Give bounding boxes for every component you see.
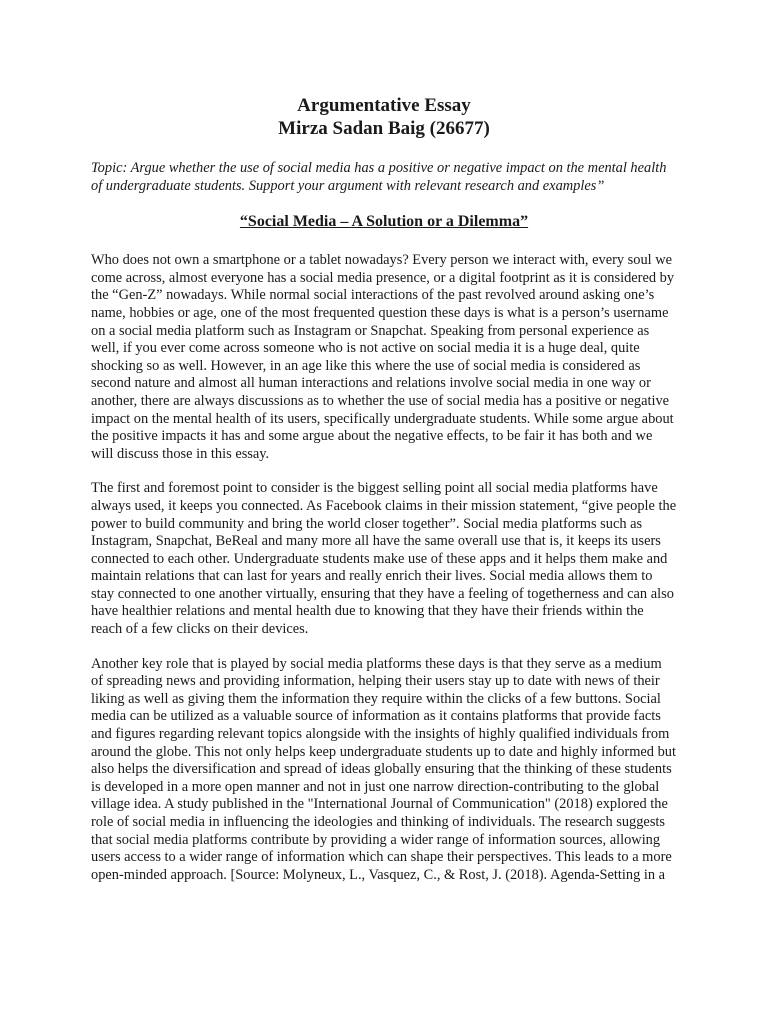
essay-title: “Social Media – A Solution or a Dilemma”	[239, 213, 529, 231]
topic-statement: Topic: Argue whether the use of social media has a positive or negative impact on the mental health of undergraduate students. Support your argument with relevant research and examples”	[91, 160, 667, 194]
paragraph-2: The first and foremost point to consider is the biggest selling point all social media platforms have always used, it keeps you connected. As Facebook claims in their mission statement, “give people the power to build community and bring the world closer together”. Social media platforms such as Instagram, Snapchat, BeReal and many more all have the same overall use that is, it keeps its users connected to each other. Undergraduate students make use of these apps and it helps them make and maintain relations that can last for years and really enrich their lives. Social media allows them to stay connected to one another virtually, ensuring that they have a feeling of togetherness and can also have healthier relations and mental health due to knowing that they have their friends within the reach of a few clicks on their devices.	[91, 480, 677, 638]
title-line-1: Argumentative Essay	[297, 95, 471, 116]
paragraph-3: Another key role that is played by social media platforms these days is that they serve as a medium of spreading news and providing information, helping their users stay up to date with news of their liking as well as giving them the information they require within the clicks of a few buttons. Social media can be utilized as a valuable source of information as it contains platforms that provide facts and figures regarding relevant topics alongside with the insights of highly qualified individuals from around the globe. This not only helps keep undergraduate students up to date and highly informed but also helps the diversification and spread of ideas globally ensuring that the thinking of these students is developed in a more open manner and not in just one narrow direction-contributing to the global village idea. A study published in the "International Journal of Communication" (2018) explored the role of social media in influencing the ideologies and thinking of individuals. The research suggests that social media platforms contribute by providing a wider range of information sources, allowing users access to a wider range of information which can shape their perspectives. This leads to a more open-minded approach. [Source: Molyneux, L., Vasquez, C., & Rost, J. (2018). Agenda-Setting in a	[91, 655, 676, 883]
document-title	[91, 94, 677, 140]
title-line-2: Mirza Sadan Baig (26677)	[278, 118, 490, 139]
document-page	[91, 94, 677, 884]
paragraph-1: Who does not own a smartphone or a tablet nowadays? Every person we interact with, every soul we come across, almost everyone has a social media presence, or a digital footprint as it is considered by the “Gen-Z” nowadays. While normal social interactions of the past revolved around asking one’s name, hobbies or age, one of the most frequented question these days is what is a person’s username on a social media platform such as Instagram or Snapchat. Speaking from personal experience as well, if you ever come across someone who is not active on social media it is a huge deal, quite shocking so as well. However, in an age like this where the use of social media is considered as second nature and almost all human interactions and relations involve social media in one way or another, there are always discussions as to whether the use of social media has a positive or negative impact on the mental health of its users, specifically undergraduate students. While some argue about the positive impacts it has and some argue about the negative effects, to be fair it has both and we will discuss those in this essay.	[91, 252, 675, 462]
